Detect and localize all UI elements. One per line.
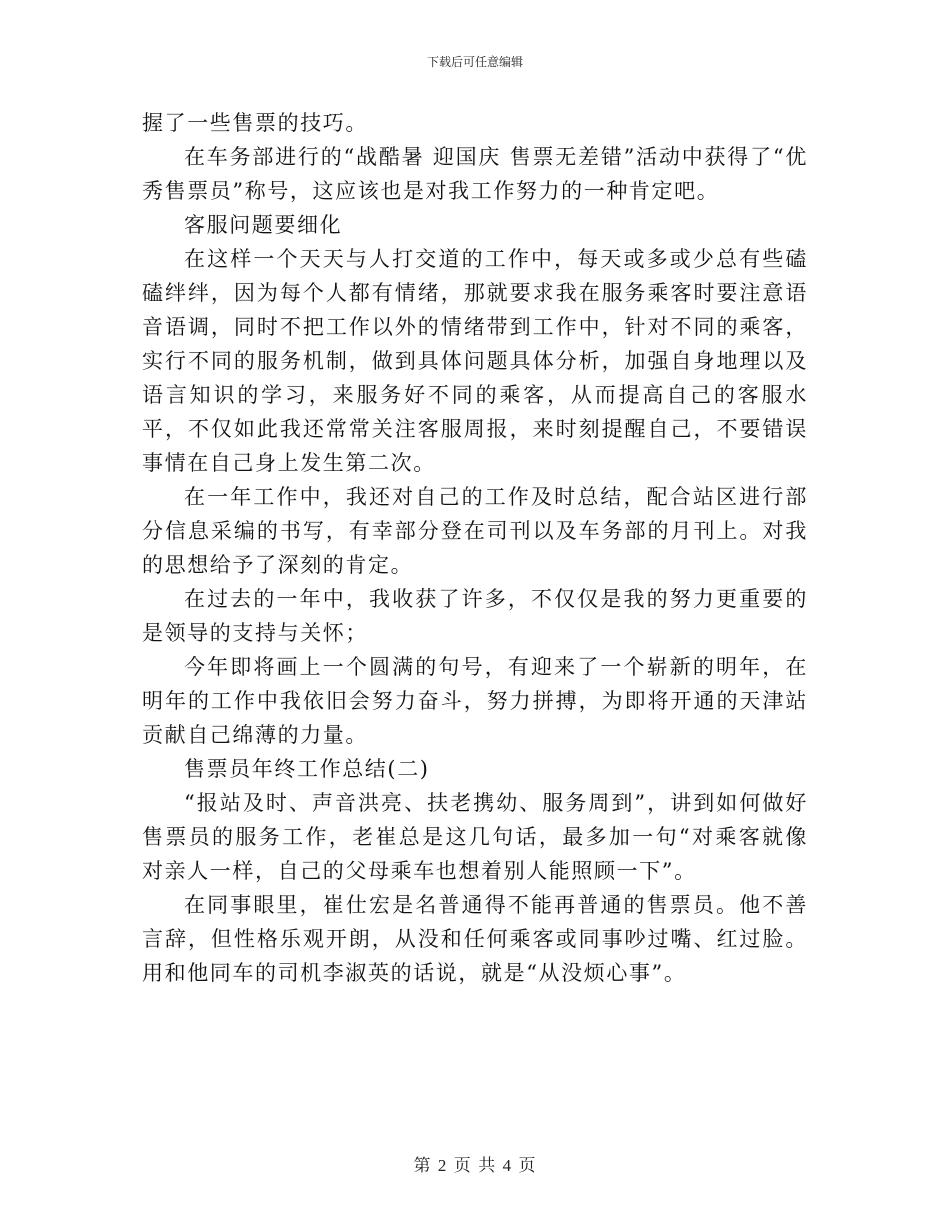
- footer-prefix: 第: [413, 1156, 432, 1176]
- paragraph-5: 在一年工作中，我还对自己的工作及时总结，配合站区进行部分信息采编的书写，有幸部分登在司刊以及车务部的月刊上。对我的思想给予了深刻的肯定。: [142, 485, 808, 577]
- section-heading-customer-service: 客服问题要细化: [184, 213, 343, 237]
- footer-suffix: 页: [518, 1156, 537, 1176]
- footer-current-page: 2: [437, 1156, 448, 1175]
- footer-middle: 页 共: [453, 1156, 497, 1176]
- page-header: [0, 54, 950, 70]
- paragraph-1: 握了一些售票的技巧。: [142, 111, 368, 135]
- header-text: 下载后可任意编辑: [426, 55, 523, 69]
- page-footer: [0, 1155, 950, 1177]
- paragraph-2: 在车务部进行的“战酷暑 迎国庆 售票无差错”活动中获得了“优秀售票员”称号，这应该也是对我工作努力的一种肯定吧。: [142, 145, 808, 203]
- section-heading-summary-two: 售票员年终工作总结(二): [184, 757, 430, 781]
- paragraph-10: 在同事眼里，崔仕宏是名普通得不能再普通的售票员。他不善言辞，但性格乐观开朗，从没和任何乘客或同事吵过嘴、红过脸。用和他同车的司机李淑英的话说，就是“从没烦心事”。: [142, 893, 808, 985]
- footer-total-pages: 4: [502, 1156, 513, 1175]
- paragraph-7: 今年即将画上一个圆满的句号，有迎来了一个崭新的明年，在明年的工作中我依旧会努力奋斗，努力拼搏，为即将开通的天津站贡献自己绵薄的力量。: [142, 655, 808, 747]
- document-body: [142, 106, 808, 990]
- paragraph-4: 在这样一个天天与人打交道的工作中，每天或多或少总有些磕磕绊绊，因为每个人都有情绪，那就要求我在服务乘客时要注意语音语调，同时不把工作以外的情绪带到工作中，针对不同的乘客，实行不同的服务机制，做到具体问题具体分析，加强自身地理以及语言知识的学习，来服务好不同的乘客，从而提高自己的客服水平，不仅如此我还常常关注客服周报，来时刻提醒自己，不要错误事情在自己身上发生第二次。: [142, 247, 808, 475]
- paragraph-9: “报站及时、声音洪亮、扶老携幼、服务周到”，讲到如何做好售票员的服务工作，老崔总是这几句话，最多加一句“对乘客就像对亲人一样，自己的父母乘车也想着别人能照顾一下”。: [142, 791, 808, 883]
- paragraph-6: 在过去的一年中，我收获了许多，不仅仅是我的努力更重要的是领导的支持与关怀；: [142, 587, 808, 645]
